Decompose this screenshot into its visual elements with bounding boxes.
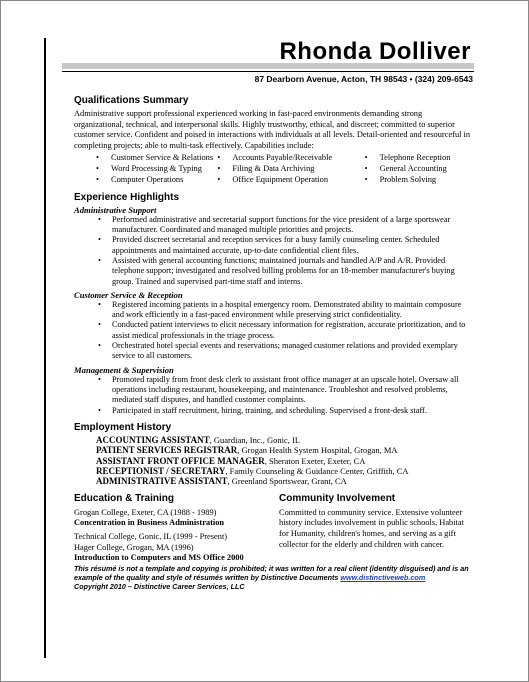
capability-item: • Problem Solving [365,175,474,186]
education-column [74,493,269,564]
resume-body [74,95,474,592]
employment-row [96,435,474,445]
footer-copyright: Copyright 2010 – Distinctive Career Services, LLC [74,582,245,592]
education-heading: Education & Training [74,492,175,504]
job-title: ACCOUNTING ASSISTANT [96,434,210,445]
capability-item: • Filing & Data Archiving [217,164,364,175]
employment-row [96,476,474,486]
capability-item: • Accounts Payable/Receivable [217,153,364,164]
community-heading: Community Involvement [279,492,396,504]
qualifications-heading: Qualifications Summary [74,95,189,106]
experience-list [74,375,474,416]
education-school: Hager College, Grogan, MA (1996) [74,542,194,552]
employment-heading: Employment History [74,421,172,433]
experience-item: • Conducted patient interviews to elicit necessary information for registration, accurate prioritization, and to assist medical professionals in the triage process. [98,320,474,341]
experience-list [74,215,474,287]
education-degree: Concentration in Business Administration [74,518,225,528]
experience-item: • Registered incoming patients in a hospital emergency room. Demonstrated ability to maintain composure and work efficiently in a fast-paced environment while preserving strict confidentiality. [98,300,474,321]
capability-item: • Office Equipment Operation [217,175,364,186]
employment-row [96,445,474,455]
bottom-columns [74,493,474,564]
job-title: RECEPTIONIST / SECRETARY [96,466,226,477]
experience-item: • Provided discreet secretarial and reception services for a busy family counseling center. Scheduled appointments and maintained accurate, up-to-date confidential client files. [98,235,474,256]
education-school: Grogan College, Exeter, CA (1988 - 1989) [74,507,217,517]
community-column [279,493,474,564]
experience-item: • Assisted with general accounting functions; maintained journals and handled A/P and A/R. Provided telephone support; investigated and resolved billing problems for an 18-member manufacturer's buying group. Trained and supervised part-time staff and interns. [98,256,474,287]
job-detail: , Guardian, Inc., Gonic, IL [209,434,301,445]
job-title: ASSISTANT FRONT OFFICE MANAGER [96,455,265,466]
employment-row [96,456,474,466]
experience-group-title: Customer Service & Reception [74,289,183,300]
experience-group-title: Administrative Support [74,204,157,215]
capability-item: • Word Processing & Typing [96,164,217,175]
experience-list [74,300,474,362]
education-school: Technical College, Gonic, IL (1999 - Present) [74,532,228,542]
contact-address: 87 Dearborn Avenue, Acton, TH 98543 • (324) 209-6543 [254,74,473,84]
capabilities-col-3 [365,153,474,185]
qualifications-summary: Administrative support professional experienced working in fast-paced environments demanding strong organizational, technical, and interpersonal skills. Highly trustworthy, ethical, and discreet; committed to superior customer service. Confident and poised in interactions with individuals at all levels. Detail-oriented and resourceful in completing projects; able to multi-task effectively. Capabilities include: [74,109,471,150]
copyright-notice [74,564,474,592]
experience-item: • Promoted rapidly from front desk clerk to assistant front office manager at an upscale hotel. Oversaw all operations including restaurant, housekeeping, and maintenance. Troubleshot and resolved problems, mediated staff disputes, and handled customer complaints. [98,375,474,406]
experience-item: • Participated in staff recruitment, hiring, training, and scheduling. Supervised a front-desk staff. [98,406,474,416]
job-detail: , Family Counseling & Guidance Center, Griffith, CA [225,466,409,477]
header-rule [62,71,474,72]
community-text: Committed to community service. Extensive volunteer history includes involvement in public schools, Habitat for Humanity, children's homes, and serving as a gift collector for the elderly and children with cancer. [279,507,464,549]
capability-item: • Telephone Reception [365,153,474,164]
capabilities-col-2 [217,153,364,185]
experience-item: • Performed administrative and secretarial support functions for the vice president of a large sportswear manufacturer. Coordinated and managed multiple priorities and projects. [98,215,474,236]
job-detail: , Greenland Sportswear, Grant, CA [227,476,347,487]
employment-list [96,435,474,487]
education-course: Introduction to Computers and MS Office 2000 [74,553,244,563]
capability-item: • Computer Operations [96,175,217,186]
employment-row [96,466,474,476]
capabilities-col-1 [96,153,217,185]
job-detail: , Grogan Health System Hospital, Grogan, MA [237,445,398,456]
candidate-name: Rhonda Dolliver [279,38,471,65]
job-title: PATIENT SERVICES REGISTRAR [96,445,238,456]
footer-link[interactable]: www.distinctiveweb.com [340,573,426,583]
capabilities-list [96,153,474,185]
experience-group-title: Management & Supervision [74,364,174,375]
job-detail: , Sheraton Exeter, Exeter, CA [264,455,366,466]
job-title: ADMINISTRATIVE ASSISTANT [96,476,228,487]
capability-item: • General Accounting [365,164,474,175]
footer-disclaimer: This résumé is not a template and copying is prohibited; it was written for a real client (identity disguised) and is an example of the quality and style of résumés written by Distinctive Documents [74,563,469,583]
left-rule [44,38,46,658]
experience-item: • Orchestrated hotel special events and reservations; managed customer relations and provided exemplary service to all customers. [98,341,474,362]
experience-heading: Experience Highlights [74,191,180,203]
capability-item: • Customer Service & Relations [96,153,217,164]
